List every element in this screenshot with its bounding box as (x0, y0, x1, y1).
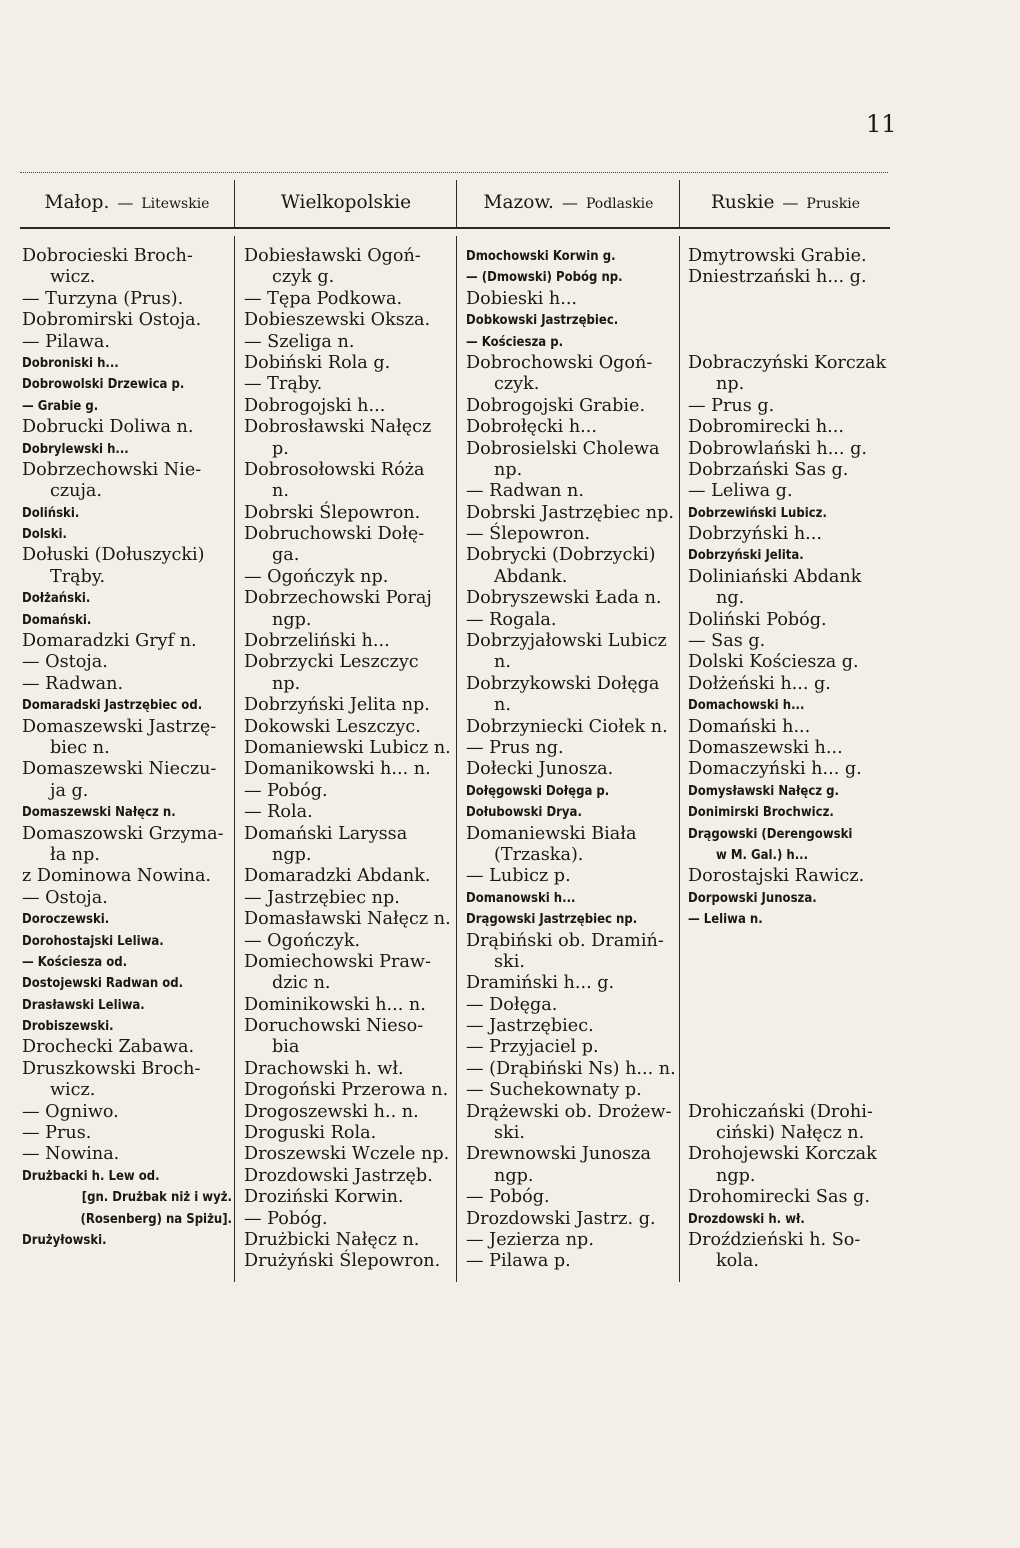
entry-line: ski. (494, 1123, 525, 1144)
entry-line: Drobiszewski. (22, 1019, 114, 1035)
entry-line: Dobieszewski Oksza. (244, 310, 431, 331)
entry-line: Domaniewski Biała (466, 823, 637, 844)
entry-line: Dobrzechowski Nie- (22, 459, 202, 480)
entry-line (688, 332, 890, 353)
entry-line: Droziński Korwin. (244, 1187, 404, 1208)
entry-line: Dobrzyjałowski Lubicz (466, 631, 667, 652)
entry-line: ngp. (494, 1165, 534, 1186)
entry-line: — Pilawa p. (466, 1251, 571, 1272)
entry-line: Domaszewski Nałęcz n. (22, 805, 176, 821)
entry-line: Dokowski Leszczyc. (244, 716, 421, 737)
entry-line: Dobrylewski h... (22, 441, 129, 457)
header-dash: — (117, 193, 134, 212)
entry-line: — Szeliga n. (244, 331, 355, 352)
entry-line: np. (716, 374, 745, 395)
entry-line: Druszkowski Broch- (22, 1058, 201, 1079)
entry-line: Dobrzyniecki Ciołek n. (466, 716, 668, 737)
entry-line: — Pobóg. (244, 1208, 328, 1229)
entry-line: Drogoński Przerowa n. (244, 1080, 449, 1101)
entry-line: Dobromirecki h... (688, 417, 844, 438)
entry-line: — Pilawa. (22, 331, 110, 352)
entry-line: Dobiesławski Ogoń- (244, 246, 421, 266)
entry-line: — Jastrzębiec. (466, 1016, 594, 1037)
header-main: Mazow. (483, 192, 554, 213)
entry-line: ga. (272, 545, 300, 566)
entry-line: ciński) Nałęcz n. (716, 1123, 865, 1144)
column-header-wielkopolskie (236, 192, 456, 220)
header-sub: Podlaskie (585, 196, 654, 212)
entry-line: Domanowski h... (466, 890, 576, 906)
entry-line (688, 289, 890, 310)
entry-line (688, 1080, 890, 1101)
column-header-mazow-podlaskie (458, 192, 679, 220)
entry-line: — Leliwa g. (688, 481, 793, 502)
entry-line: Dołżeński h... g. (688, 673, 831, 694)
entry-line (688, 1016, 890, 1037)
entry-line: — Kościesza p. (466, 334, 564, 350)
entry-line: — Ślepowron. (466, 524, 591, 545)
entry-line: Domysławski Nałęcz g. (688, 783, 839, 799)
entry-line: — Lubicz p. (466, 866, 571, 887)
entry-line: czuja. (50, 481, 102, 502)
entry-line: ngp. (272, 609, 312, 630)
entry-line: Drewnowski Junosza (466, 1144, 651, 1165)
entry-line: Drużbicki Nałęcz n. (244, 1229, 420, 1250)
header-main: Wielkopolskie (280, 192, 412, 213)
entry-line (688, 995, 890, 1016)
entry-line: w M. Gal.) h... (716, 847, 809, 863)
entry-line: — Ogniwo. (22, 1101, 119, 1122)
header-divider-3 (679, 180, 680, 228)
entry-line: Dobrzyński Jelita. (688, 548, 804, 564)
header-divider-1 (234, 180, 235, 228)
entry-line: — Rogala. (466, 609, 557, 630)
entry-line: — Dołęga. (466, 994, 558, 1015)
entry-line: — Jastrzębiec np. (244, 887, 400, 908)
entry-line: Dobrzyński h... (688, 524, 822, 545)
entry-line (688, 931, 890, 952)
entry-line: ja g. (50, 780, 89, 801)
entry-line: Domasławski Nałęcz n. (244, 909, 451, 930)
page-number: 11 (866, 110, 897, 138)
entry-line: Dołęgowski Dołęga p. (466, 783, 610, 799)
entry-line (688, 973, 890, 994)
entry-line: Dramiński h... g. (466, 973, 615, 994)
entry-line: wicz. (50, 1080, 96, 1101)
entry-line: — Trąby. (244, 374, 323, 395)
entry-line: Dobromirski Ostoja. (22, 310, 202, 331)
entry-line: Dmytrowski Grabie. (688, 246, 867, 266)
entry-line: Dołuski (Dołuszycki) (22, 545, 205, 566)
entry-line: Drohomirecki Sas g. (688, 1187, 870, 1208)
entry-line: Dobrosielski Cholewa (466, 438, 660, 459)
entry-line: Dobruchowski Dołę- (244, 524, 425, 545)
column-malop-litewskie (22, 246, 232, 1251)
entry-line: np. (272, 673, 301, 694)
entry-line: Dobrzechowski Poraj (244, 588, 432, 609)
entry-line: Dostojewski Radwan od. (22, 976, 184, 992)
entry-line: Drużyński Ślepowron. (244, 1251, 441, 1272)
column-divider-1 (234, 236, 235, 1282)
header-dash: — (561, 193, 578, 212)
entry-line: Dobrski Jastrzębiec np. (466, 502, 674, 523)
entry-line: Dorostajski Rawicz. (688, 866, 865, 887)
entry-line: (Rosenberg) na Spiżu]. (80, 1211, 232, 1227)
entry-line: Dobrzański Sas g. (688, 459, 849, 480)
header-rule (20, 227, 890, 229)
entry-line: czyk g. (272, 267, 335, 288)
entry-line: Dolski Kościesza g. (688, 652, 859, 673)
entry-line: Dobrzycki Leszczyc (244, 652, 419, 673)
entry-line: Domański Laryssa (244, 823, 408, 844)
column-header-ruskie-pruskie (681, 192, 890, 220)
entry-line: n. (272, 481, 289, 502)
entry-line: Domaradzki Gryf n. (22, 631, 197, 652)
entry-line (688, 952, 890, 973)
entry-line: — Prus ng. (466, 737, 564, 758)
entry-line: — Kościesza od. (22, 954, 128, 970)
entry-line: — Suchekownaty p. (466, 1080, 642, 1101)
entry-line: Dobiński Rola g. (244, 352, 391, 373)
header-main: Małop. (44, 192, 110, 213)
entry-line: Droguski Rola. (244, 1123, 377, 1144)
entry-line: [gn. Drużbak niż i wyż. (81, 1190, 232, 1206)
entry-line: Dobrowolski Drzewica p. (22, 377, 185, 393)
entry-line: Dobrzeliński h... (244, 631, 390, 652)
entry-line: biec n. (50, 737, 110, 758)
entry-line: Drużbacki h. Lew od. (22, 1168, 160, 1184)
entry-line: — Turzyna (Prus). (22, 288, 184, 309)
entry-line: Dołecki Junosza. (466, 759, 614, 780)
entry-line: Domaszowski Grzyma- (22, 823, 224, 844)
header-sub: Pruskie (806, 196, 860, 212)
entry-line: bia (272, 1037, 300, 1058)
entry-line: Donimirski Brochwicz. (688, 805, 834, 821)
entry-line: — (Drąbiński Ns) h... n. (466, 1058, 676, 1079)
column-wielkopolskie (244, 246, 454, 1273)
entry-line: Dobrołęcki h... (466, 417, 597, 438)
entry-line: Dobrochowski Ogoń- (466, 352, 653, 373)
column-divider-2 (456, 236, 457, 1282)
entry-line: n. (494, 652, 511, 673)
entry-line (688, 1059, 890, 1080)
entry-line: Domaradski Jastrzębiec od. (22, 698, 203, 714)
entry-line: Drągowski Jastrzębiec np. (466, 912, 638, 928)
entry-line: — Jezierza np. (466, 1229, 594, 1250)
entry-line: Dobrucki Doliwa n. (22, 417, 194, 438)
entry-line: — Ostoja. (22, 652, 108, 673)
entry-line: Dołżański. (22, 591, 91, 607)
entry-line: Dobrski Ślepowron. (244, 502, 421, 523)
entry-line: — Radwan n. (466, 481, 584, 502)
entry-line: — (Dmowski) Pobóg np. (466, 270, 623, 286)
entry-line: Droszewski Wczele np. (244, 1144, 450, 1165)
entry-line: ła np. (50, 844, 100, 865)
entry-line: Domiechowski Praw- (244, 951, 431, 972)
entry-line: — Ostoja. (22, 887, 108, 908)
entry-line: Doroczewski. (22, 912, 110, 928)
entry-line: Drochecki Zabawa. (22, 1037, 195, 1058)
entry-line: Drachowski h. wł. (244, 1058, 404, 1079)
entry-line: Drozdowski Jastrzęb. (244, 1165, 433, 1186)
entry-line: Drużyłowski. (22, 1232, 107, 1248)
entry-line: n. (494, 695, 511, 716)
entry-line: z Dominowa Nowina. (22, 866, 212, 887)
entry-line: Dobrzewiński Lubicz. (688, 505, 827, 521)
entry-line: Drozdowski h. wł. (688, 1211, 805, 1227)
column-mazow-podlaskie (466, 246, 677, 1273)
entry-line: czyk. (494, 374, 540, 395)
column-ruskie-pruskie (688, 246, 890, 1273)
entry-line: Doliński Pobóg. (688, 609, 827, 630)
entry-line: Dobrogojski Grabie. (466, 395, 646, 416)
entry-line: — Sas g. (688, 631, 766, 652)
entry-line: — Rola. (244, 802, 313, 823)
entry-line: Domaniewski Lubicz n. (244, 737, 451, 758)
entry-line: ski. (494, 951, 525, 972)
entry-line: — Prus. (22, 1123, 92, 1144)
header-dash: — (782, 193, 799, 212)
entry-line: — Ogończyk np. (244, 566, 389, 587)
entry-line (688, 310, 890, 331)
entry-line: (Trzaska). (494, 844, 584, 865)
entry-line: Trąby. (50, 566, 106, 587)
entry-line: Drążewski ob. Drożew- (466, 1101, 672, 1122)
entry-line: Drozdowski Jastrz. g. (466, 1208, 656, 1229)
header-main: Ruskie (711, 192, 775, 213)
entry-line: Domanikowski h... n. (244, 759, 431, 780)
entry-line: Domaszewski Jastrzę- (22, 716, 217, 737)
entry-line: Domaczyński h... g. (688, 759, 862, 780)
entry-line: ngp. (716, 1165, 756, 1186)
entry-line: Dobrzykowski Dołęga (466, 673, 660, 694)
column-divider-3 (679, 236, 680, 1282)
entry-line: kola. (716, 1251, 759, 1272)
entry-line: Dorohostajski Leliwa. (22, 933, 164, 949)
entry-line: Dobieski h... (466, 288, 578, 309)
entry-line: Drąbiński ob. Dramiń- (466, 930, 664, 951)
entry-line: Domaradzki Abdank. (244, 866, 431, 887)
entry-line: Dobrzyński Jelita np. (244, 695, 430, 716)
entry-line: np. (494, 459, 523, 480)
entry-line: Drągowski (Derengowski (688, 826, 853, 842)
entry-line: Dobrocieski Broch- (22, 246, 193, 266)
entry-line: Drohiczański (Drohi- (688, 1101, 873, 1122)
entry-line: — Nowina. (22, 1144, 120, 1165)
entry-line: Abdank. (494, 566, 568, 587)
entry-line: Dobrowlański h... g. (688, 438, 867, 459)
entry-line: Domaszewski Nieczu- (22, 759, 217, 780)
entry-line: Doliniański Abdank (688, 566, 862, 587)
entry-line: — Prus g. (688, 395, 775, 416)
entry-line: Domachowski h... (688, 698, 805, 714)
entry-line: Doliński. (22, 505, 80, 521)
entry-line: wicz. (50, 267, 96, 288)
header-divider-2 (456, 180, 457, 228)
entry-line: Dorpowski Junosza. (688, 890, 817, 906)
entry-line: Droździeński h. So- (688, 1229, 861, 1250)
entry-line: Dominikowski h... n. (244, 994, 426, 1015)
entry-line: Domaszewski h... (688, 737, 843, 758)
entry-line: Drogoszewski h.. n. (244, 1101, 419, 1122)
entry-line: Dobrycki (Dobrzycki) (466, 545, 656, 566)
entry-line: Dmochowski Korwin g. (466, 249, 616, 264)
entry-line: — Pobóg. (466, 1187, 550, 1208)
column-header-malop-litewskie (20, 192, 234, 220)
entry-line: Dołubowski Drya. (466, 805, 582, 821)
header-sub: Litewskie (141, 196, 210, 212)
entry-line: Domański. (22, 612, 92, 628)
entry-line: — Leliwa n. (688, 912, 763, 928)
entry-line: — Radwan. (22, 673, 124, 694)
entry-line: Dobrosołowski Róża (244, 459, 425, 480)
entry-line: — Grabie g. (22, 398, 99, 414)
entry-line: ngp. (272, 844, 312, 865)
entry-line: Dobryszewski Łada n. (466, 588, 662, 609)
entry-line: Domański h... (688, 716, 811, 737)
entry-line: dzic n. (272, 973, 331, 994)
entry-line: Dobrogojski h... (244, 395, 386, 416)
top-rule (20, 172, 888, 173)
entry-line: ng. (716, 588, 745, 609)
entry-line (688, 1037, 890, 1058)
entry-line: — Przyjaciel p. (466, 1037, 599, 1058)
entry-line: — Ogończyk. (244, 930, 361, 951)
entry-line: p. (272, 438, 289, 459)
entry-line: Dobkowski Jastrzębiec. (466, 313, 619, 329)
entry-line: Doruchowski Nieso- (244, 1016, 424, 1037)
entry-line: Dolski. (22, 527, 67, 543)
entry-line: Drohojewski Korczak (688, 1144, 877, 1165)
entry-line: — Pobóg. (244, 780, 328, 801)
entry-line: — Tępa Podkowa. (244, 288, 403, 309)
entry-line: Dniestrzański h... g. (688, 267, 867, 288)
entry-line: Dobraczyński Korczak (688, 352, 887, 373)
entry-line: Dobroniski h... (22, 355, 119, 371)
entry-line: Drasławski Leliwa. (22, 997, 145, 1013)
entry-line: Dobrosławski Nałęcz (244, 417, 432, 438)
